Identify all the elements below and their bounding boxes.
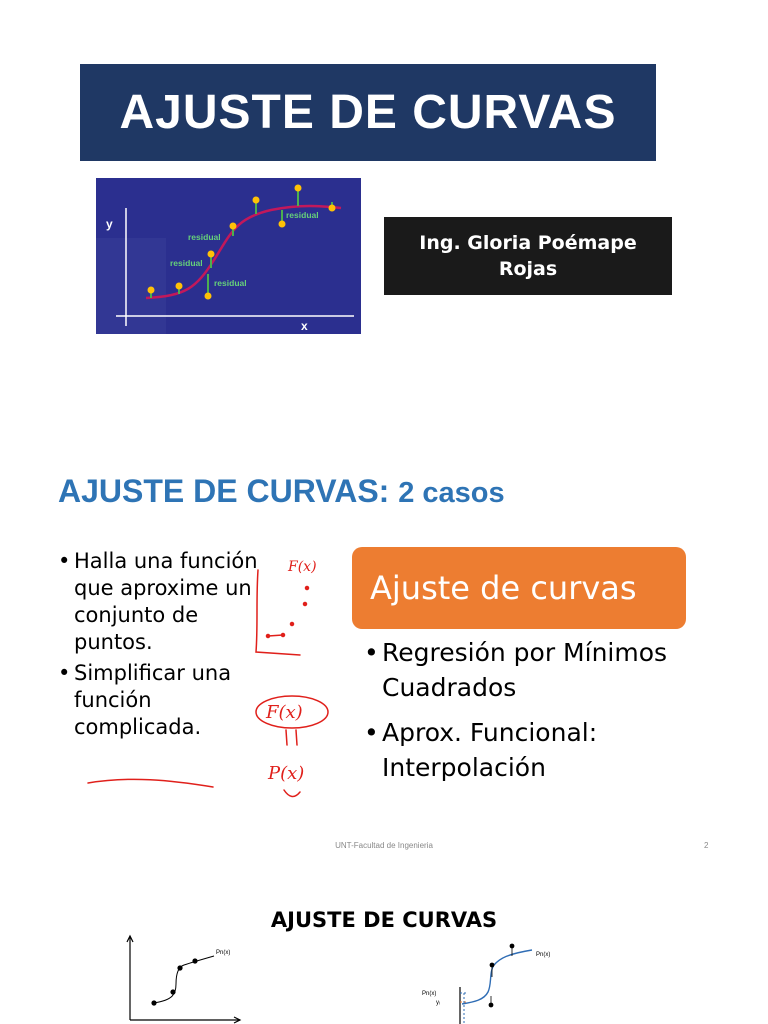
highlight-box-label: Ajuste de curvas	[370, 569, 637, 607]
interpolation-plot-right	[414, 932, 574, 1024]
ink-dot	[267, 635, 270, 638]
data-point	[208, 251, 215, 258]
slide2-title	[58, 473, 505, 510]
author-name-line2: Rojas	[498, 258, 558, 280]
data-point	[151, 1000, 156, 1005]
ink-dot	[282, 634, 285, 637]
slide3-title: AJUSTE DE CURVAS	[270, 908, 498, 932]
y-axis-label: y	[106, 217, 113, 231]
ink-label-fx: F(x)	[288, 559, 317, 575]
residual-plot-image	[96, 178, 361, 334]
ink-axes	[256, 570, 300, 655]
ink-bracket	[284, 790, 300, 797]
ink-dot	[306, 587, 309, 590]
author-name-line1: Ing. Gloria Poémape	[419, 232, 637, 254]
data-point	[489, 1003, 494, 1008]
data-point	[205, 293, 212, 300]
data-point	[176, 283, 183, 290]
slide-footer: UNT-Facultad de Ingenieria	[335, 841, 433, 850]
plot-background-decoration	[96, 238, 166, 334]
list-item: • Halla una función que aproxime un conjunto de puntos.	[58, 548, 258, 656]
author-box	[384, 217, 672, 295]
data-point	[510, 944, 515, 949]
curve-line	[154, 956, 214, 1003]
ink-underline	[88, 779, 213, 787]
ink-dot	[304, 603, 307, 606]
list-item: • Aprox. Funcional: Interpolación	[364, 715, 704, 785]
residual-label: residual	[214, 278, 247, 288]
curve-line	[462, 950, 532, 1004]
data-point	[253, 197, 260, 204]
y-axis-tick-label: yᵢ	[436, 1000, 440, 1006]
data-point	[170, 989, 175, 994]
residual-label: residual	[170, 258, 203, 268]
data-point	[279, 221, 286, 228]
y-axis-tick-label: Pn(x)	[422, 991, 437, 997]
curve-label: Pn(x)	[536, 952, 551, 958]
list-item: • Simplificar una función complicada.	[58, 660, 258, 741]
data-point	[192, 958, 197, 963]
x-axis-label: x	[301, 319, 308, 333]
data-point	[148, 287, 155, 294]
ink-line	[268, 635, 283, 636]
data-point	[329, 205, 336, 212]
residual-label: residual	[188, 232, 221, 242]
ink-equals	[286, 730, 297, 745]
residual-label: residual	[286, 210, 319, 220]
data-point	[295, 185, 302, 192]
curve-label: Pn(x)	[216, 950, 231, 956]
data-point	[177, 965, 182, 970]
page-number: 2	[704, 841, 709, 850]
slide2-title-suffix: 2 casos	[398, 477, 505, 509]
ink-dot	[291, 623, 294, 626]
ink-label-px: P(x)	[268, 763, 305, 784]
ink-circle	[256, 696, 328, 728]
slide1-title: AJUSTE DE CURVAS	[119, 86, 617, 139]
list-item: • Regresión por Mínimos Cuadrados	[364, 635, 704, 705]
slide2-title-main: AJUSTE DE CURVAS:	[58, 473, 399, 509]
right-bullet-list	[364, 635, 704, 795]
interpolation-plot-left	[118, 932, 248, 1024]
left-bullet-list	[58, 548, 258, 745]
data-point	[230, 223, 237, 230]
ink-label-fx-circled: F(x)	[266, 702, 303, 723]
data-point	[490, 963, 495, 968]
